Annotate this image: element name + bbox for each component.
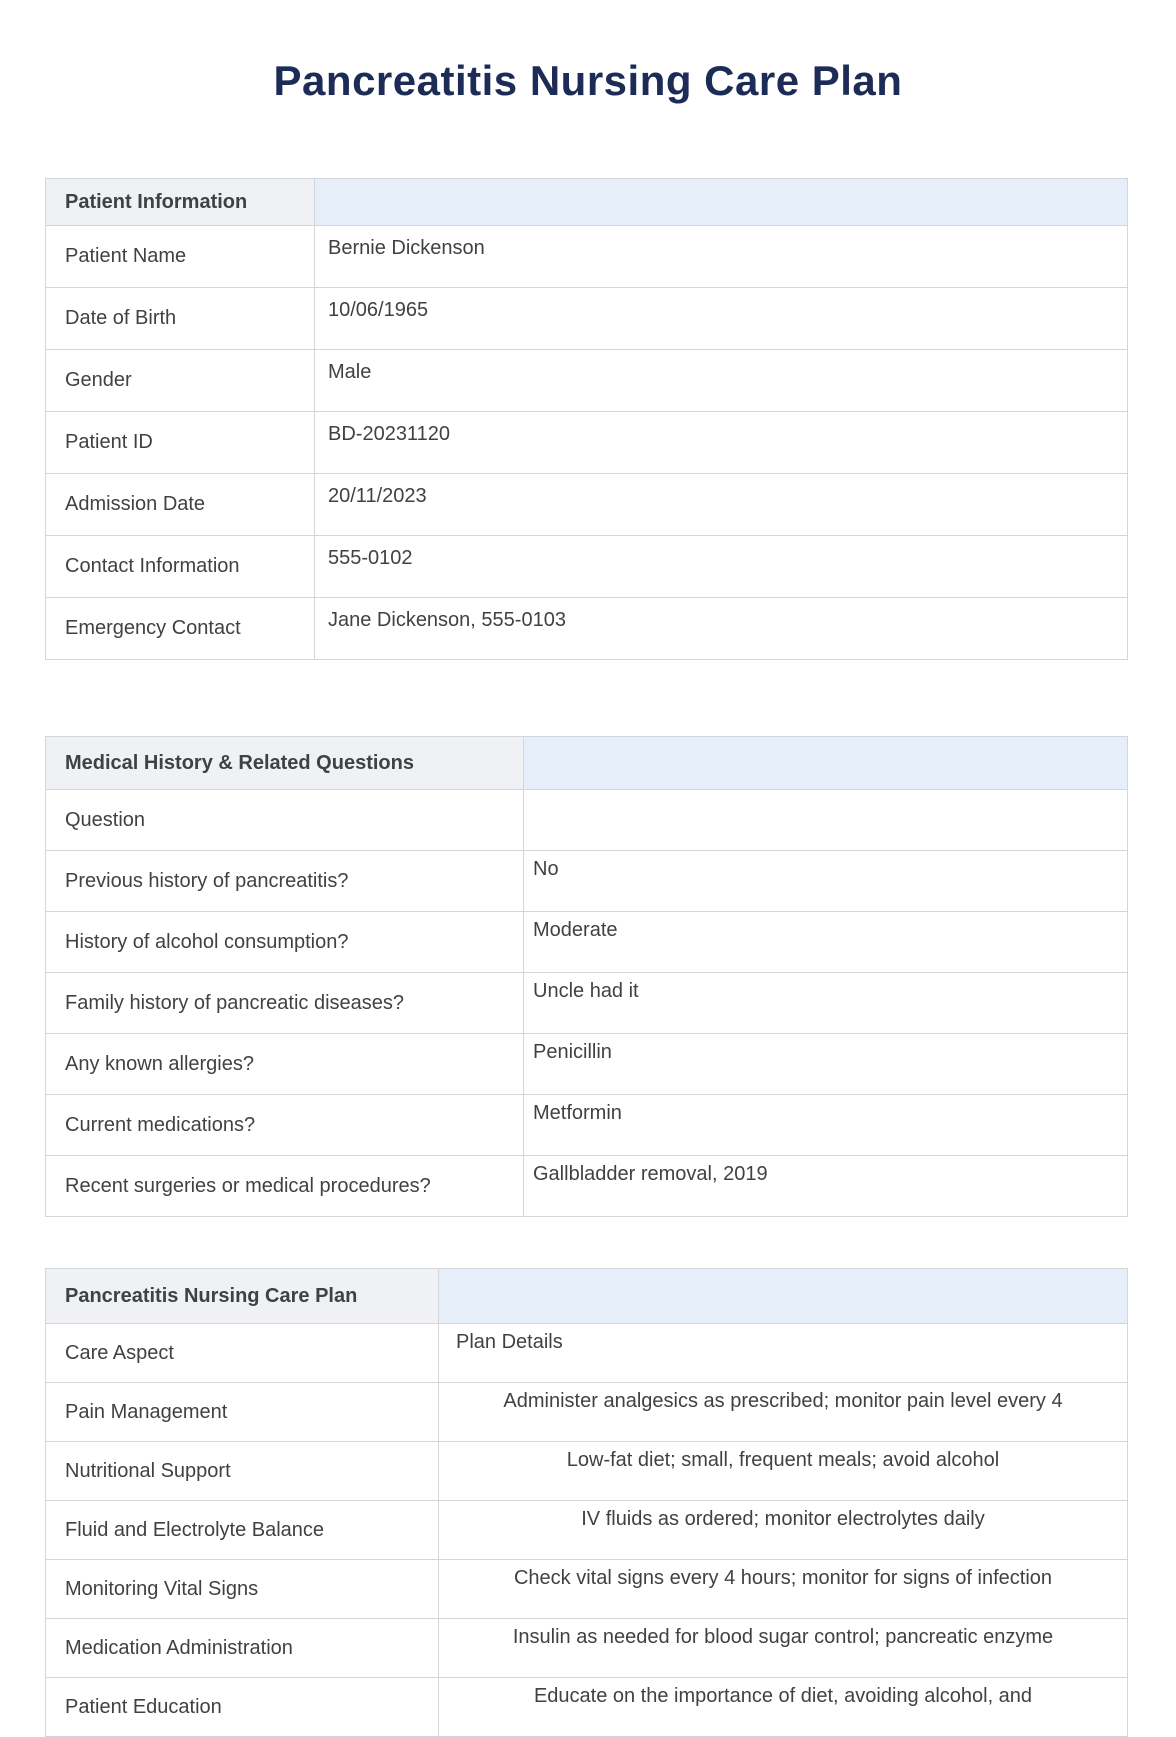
row-value: 20/11/2023 bbox=[315, 474, 1128, 536]
table-row bbox=[46, 412, 1128, 474]
question-label: Recent surgeries or medical procedures? bbox=[46, 1156, 524, 1217]
care-plan-header-row bbox=[46, 1269, 1128, 1324]
patient-info-header-spacer bbox=[315, 179, 1128, 226]
answer-value: Moderate bbox=[524, 912, 1128, 973]
answer-value: Metformin bbox=[524, 1095, 1128, 1156]
answer-value: Uncle had it bbox=[524, 973, 1128, 1034]
spacer bbox=[0, 1217, 1176, 1268]
row-value: 10/06/1965 bbox=[315, 288, 1128, 350]
details-value: IV fluids as ordered; monitor electrolytes daily bbox=[439, 1501, 1128, 1560]
details-value: Low-fat diet; small, frequent meals; avoid alcohol bbox=[439, 1442, 1128, 1501]
table-row bbox=[46, 288, 1128, 350]
table-row bbox=[46, 226, 1128, 288]
row-value: BD-20231120 bbox=[315, 412, 1128, 474]
row-label: Emergency Contact bbox=[46, 598, 315, 660]
aspect-label: Monitoring Vital Signs bbox=[46, 1560, 439, 1619]
page-title: Pancreatitis Nursing Care Plan bbox=[273, 57, 903, 104]
table-row bbox=[46, 1034, 1128, 1095]
medical-history-table bbox=[45, 736, 1128, 1217]
table-row bbox=[46, 1383, 1128, 1442]
care-plan-header-spacer bbox=[439, 1269, 1128, 1324]
question-label: Previous history of pancreatitis? bbox=[46, 851, 524, 912]
table-row bbox=[46, 1501, 1128, 1560]
column-label-row bbox=[46, 1324, 1128, 1383]
answer-value: No bbox=[524, 851, 1128, 912]
table-row bbox=[46, 851, 1128, 912]
aspect-label: Medication Administration bbox=[46, 1619, 439, 1678]
question-label: History of alcohol consumption? bbox=[46, 912, 524, 973]
table-row bbox=[46, 1678, 1128, 1737]
patient-info-table bbox=[45, 178, 1128, 660]
answer-value: Penicillin bbox=[524, 1034, 1128, 1095]
row-label: Date of Birth bbox=[46, 288, 315, 350]
details-value: Check vital signs every 4 hours; monitor for signs of infection bbox=[439, 1560, 1128, 1619]
table-row bbox=[46, 536, 1128, 598]
details-value: Insulin as needed for blood sugar control; pancreatic enzyme bbox=[439, 1619, 1128, 1678]
question-label: Family history of pancreatic diseases? bbox=[46, 973, 524, 1034]
aspect-label: Fluid and Electrolyte Balance bbox=[46, 1501, 439, 1560]
details-column-label: Plan Details bbox=[439, 1324, 1128, 1383]
table-row bbox=[46, 1095, 1128, 1156]
patient-info-header-row bbox=[46, 179, 1128, 226]
care-plan-header: Pancreatitis Nursing Care Plan bbox=[46, 1269, 439, 1324]
table-row bbox=[46, 1619, 1128, 1678]
table-row bbox=[46, 1560, 1128, 1619]
details-value: Administer analgesics as prescribed; monitor pain level every 4 bbox=[439, 1383, 1128, 1442]
medical-history-header-spacer bbox=[524, 737, 1128, 790]
row-label: Contact Information bbox=[46, 536, 315, 598]
medical-history-header-row bbox=[46, 737, 1128, 790]
spacer bbox=[0, 660, 1176, 736]
table-row bbox=[46, 912, 1128, 973]
table-row bbox=[46, 1156, 1128, 1217]
details-value: Educate on the importance of diet, avoiding alcohol, and bbox=[439, 1678, 1128, 1737]
row-value: 555-0102 bbox=[315, 536, 1128, 598]
column-label-row bbox=[46, 790, 1128, 851]
table-row bbox=[46, 973, 1128, 1034]
row-value: Jane Dickenson, 555-0103 bbox=[315, 598, 1128, 660]
table-row bbox=[46, 598, 1128, 660]
question-column-label: Question bbox=[46, 790, 524, 851]
question-label: Current medications? bbox=[46, 1095, 524, 1156]
row-label: Admission Date bbox=[46, 474, 315, 536]
care-plan-table bbox=[45, 1268, 1128, 1737]
aspect-label: Nutritional Support bbox=[46, 1442, 439, 1501]
answer-column-spacer bbox=[524, 790, 1128, 851]
row-label: Gender bbox=[46, 350, 315, 412]
aspect-label: Pain Management bbox=[46, 1383, 439, 1442]
spacer bbox=[0, 106, 1176, 178]
table-row bbox=[46, 350, 1128, 412]
row-value: Male bbox=[315, 350, 1128, 412]
aspect-column-label: Care Aspect bbox=[46, 1324, 439, 1383]
table-row bbox=[46, 474, 1128, 536]
row-value: Bernie Dickenson bbox=[315, 226, 1128, 288]
row-label: Patient ID bbox=[46, 412, 315, 474]
question-label: Any known allergies? bbox=[46, 1034, 524, 1095]
answer-value: Gallbladder removal, 2019 bbox=[524, 1156, 1128, 1217]
table-row bbox=[46, 1442, 1128, 1501]
medical-history-header: Medical History & Related Questions bbox=[46, 737, 524, 790]
aspect-label: Patient Education bbox=[46, 1678, 439, 1737]
patient-info-header: Patient Information bbox=[46, 179, 315, 226]
row-label: Patient Name bbox=[46, 226, 315, 288]
